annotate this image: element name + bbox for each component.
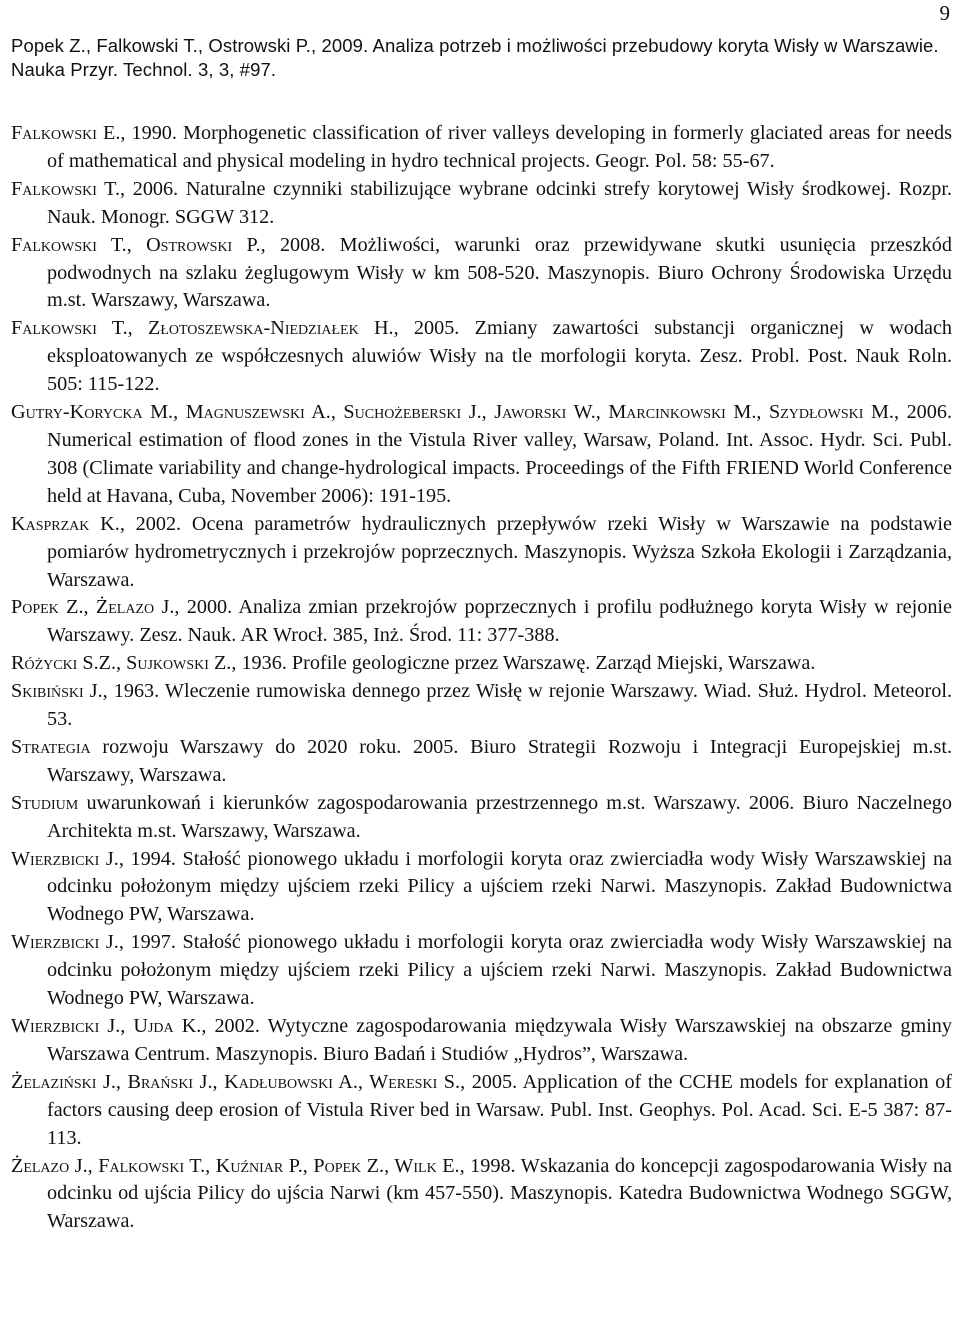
reference-entry	[11, 846, 952, 930]
reference-details: uwarunkowań i kierunków zagospodarowania przestrzennego m.st. Warszawy. 2006. Biuro Naczelnego Architekta m.st. Warszawy, Warszawa.	[47, 791, 952, 842]
reference-entry	[11, 232, 952, 316]
reference-details: , 1994. Stałość pionowego układu i morfologii koryta oraz zwierciadła wody Wisły Warszawskiej na odcinku położonym między ujściem rzeki Pilicy a ujściem rzeki Narwi. Maszynopis. Zakład Budownictwa Wodnego PW, Warszawa.	[47, 847, 952, 926]
reference-authors: Różycki S.Z., Sujkowski Z.	[11, 652, 232, 675]
reference-authors: Kasprzak K.	[11, 512, 120, 535]
reference-entry	[11, 678, 952, 734]
reference-authors: Wierzbicki J.	[11, 847, 119, 870]
reference-details: , 1998. Wskazania do koncepcji zagospodarowania Wisły na odcinku od ujścia Pilicy do ujścia Narwi (km 457-550). Maszynopis. Katedra Budownictwa Wodnego SGGW, Warszawa.	[47, 1154, 952, 1233]
reference-entry	[11, 1069, 952, 1153]
reference-details: , 2002. Wytyczne zagospodarowania międzywala Wisły Warszawskiej na obszarze gminy Warszawa Centrum. Maszynopis. Biuro Badań i Studiów „Hydros”, Warszawa.	[47, 1015, 952, 1065]
reference-details: , 1963. Wleczenie rumowiska dennego przez Wisłę w rejonie Warszawy. Wiad. Służ. Hydrol. Meteorol. 53.	[47, 680, 952, 731]
reference-entry	[11, 120, 952, 176]
reference-entry	[11, 399, 952, 511]
reference-entry	[11, 929, 952, 1013]
reference-authors: Falkowski T., Złotoszewska-Niedziałek H.	[11, 317, 394, 340]
reference-list	[11, 120, 952, 1236]
reference-authors: Studium	[11, 791, 79, 814]
reference-details: , 2005. Application of the CCHE models for explanation of factors causing deep erosion of Vistula River bed in Warsaw. Publ. Inst. Geophys. Pol. Acad. Sci. E-5 387: 87-113.	[47, 1070, 952, 1149]
reference-details: , 1936. Profile geologiczne przez Warszawę. Zarząd Miejski, Warszawa.	[231, 652, 816, 675]
running-header-journal: Nauka Przyr. Technol. 3, 3, #97.	[11, 59, 277, 80]
reference-authors: Popek Z., Żelazo J.	[11, 596, 175, 619]
reference-details: , 2006. Naturalne czynniki stabilizujące wybrane odcinki strefy korytowej Wisły środkowej. Rozpr. Nauk. Monogr. SGGW 312.	[47, 177, 952, 228]
reference-entry	[11, 1013, 952, 1069]
reference-details: , 1997. Stałość pionowego układu i morfologii koryta oraz zwierciadła wody Wisły Warszawskiej na odcinku położonym między ujściem rzeki Pilicy a ujściem rzeki Narwi. Maszynopis. Zakład Budownictwa Wodnego PW, Warszawa.	[47, 931, 952, 1010]
reference-entry	[11, 790, 952, 846]
reference-details: , 1990. Morphogenetic classification of river valleys developing in formerly glaciated areas for needs of mathematical and physical modeling in hydro technical projects. Geogr. Pol. 58: 55-67.	[47, 122, 952, 172]
reference-entry	[11, 1153, 952, 1237]
reference-entry	[11, 594, 952, 650]
reference-authors: Falkowski E.	[11, 122, 121, 144]
reference-details: , 2006. Numerical estimation of flood zones in the Vistula River valley, Warsaw, Poland. Int. Assoc. Hydr. Sci. Publ. 308 (Climate variability and change-hydrological impacts. Proceedings of the Fifth FRIEND World Conference held at Havana, Cuba, November 2006): 191-195.	[47, 401, 953, 507]
reference-authors: Strategia	[11, 735, 91, 758]
reference-entry	[11, 511, 952, 595]
reference-authors: Gutry-Korycka M., Magnuszewski A., Suchożeberski J., Jaworski W., Marcinkowski M., Szydłowski M.	[11, 401, 894, 424]
reference-entry	[11, 650, 952, 678]
reference-entry	[11, 176, 952, 232]
reference-entry	[11, 315, 952, 399]
running-header	[11, 34, 939, 82]
reference-authors: Żelazo J., Falkowski T., Kuźniar P., Popek Z., Wilk E.	[11, 1154, 460, 1177]
reference-authors: Wierzbicki J.	[11, 931, 119, 954]
reference-details: , 2000. Analiza zmian przekrojów poprzecznych i profilu podłużnego koryta Wisły w rejonie Warszawy. Zesz. Nauk. AR Wrocł. 385, Inż. Środ. 11: 377-388.	[47, 596, 952, 647]
reference-authors: Falkowski T.	[11, 177, 121, 200]
reference-authors: Wierzbicki J., Ujda K.	[11, 1015, 202, 1037]
reference-authors: Skibiński J.	[11, 680, 103, 703]
page-number: 9	[939, 1, 950, 25]
reference-details: rozwoju Warszawy do 2020 roku. 2005. Biuro Strategii Rozwoju i Integracji Europejskiej m.st. Warszawy, Warszawa.	[47, 735, 952, 786]
reference-details: , 2002. Ocena parametrów hydraulicznych przepływów rzeki Wisły w Warszawie na podstawie pomiarów hydrometrycznych i przekrojów poprzecznych. Maszynopis. Wyższa Szkoła Ekologii i Zarządzania, Warszawa.	[47, 512, 952, 591]
reference-entry	[11, 734, 952, 790]
reference-authors: Żelaziński J., Brański J., Kadłubowski A., Wereski S.	[11, 1070, 461, 1093]
reference-details: , 2008. Możliwości, warunki oraz przewidywane skutki usunięcia przeszkód podwodnych na szlaku żeglugowym Wisły w km 508-520. Maszynopis. Biuro Ochrony Środowiska Urzędu m.st. Warszawy, Warszawa.	[47, 233, 952, 312]
reference-authors: Falkowski T., Ostrowski P.	[11, 233, 261, 256]
reference-details: , 2005. Zmiany zawartości substancji organicznej w wodach eksploatowanych ze współczesnych aluwiów Wisły na tle morfologii koryta. Zesz. Probl. Post. Nauk Roln. 505: 115-122.	[47, 317, 952, 396]
running-header-citation: Popek Z., Falkowski T., Ostrowski P., 2009. Analiza potrzeb i możliwości przebudowy koryta Wisły w Warszawie.	[11, 35, 939, 56]
